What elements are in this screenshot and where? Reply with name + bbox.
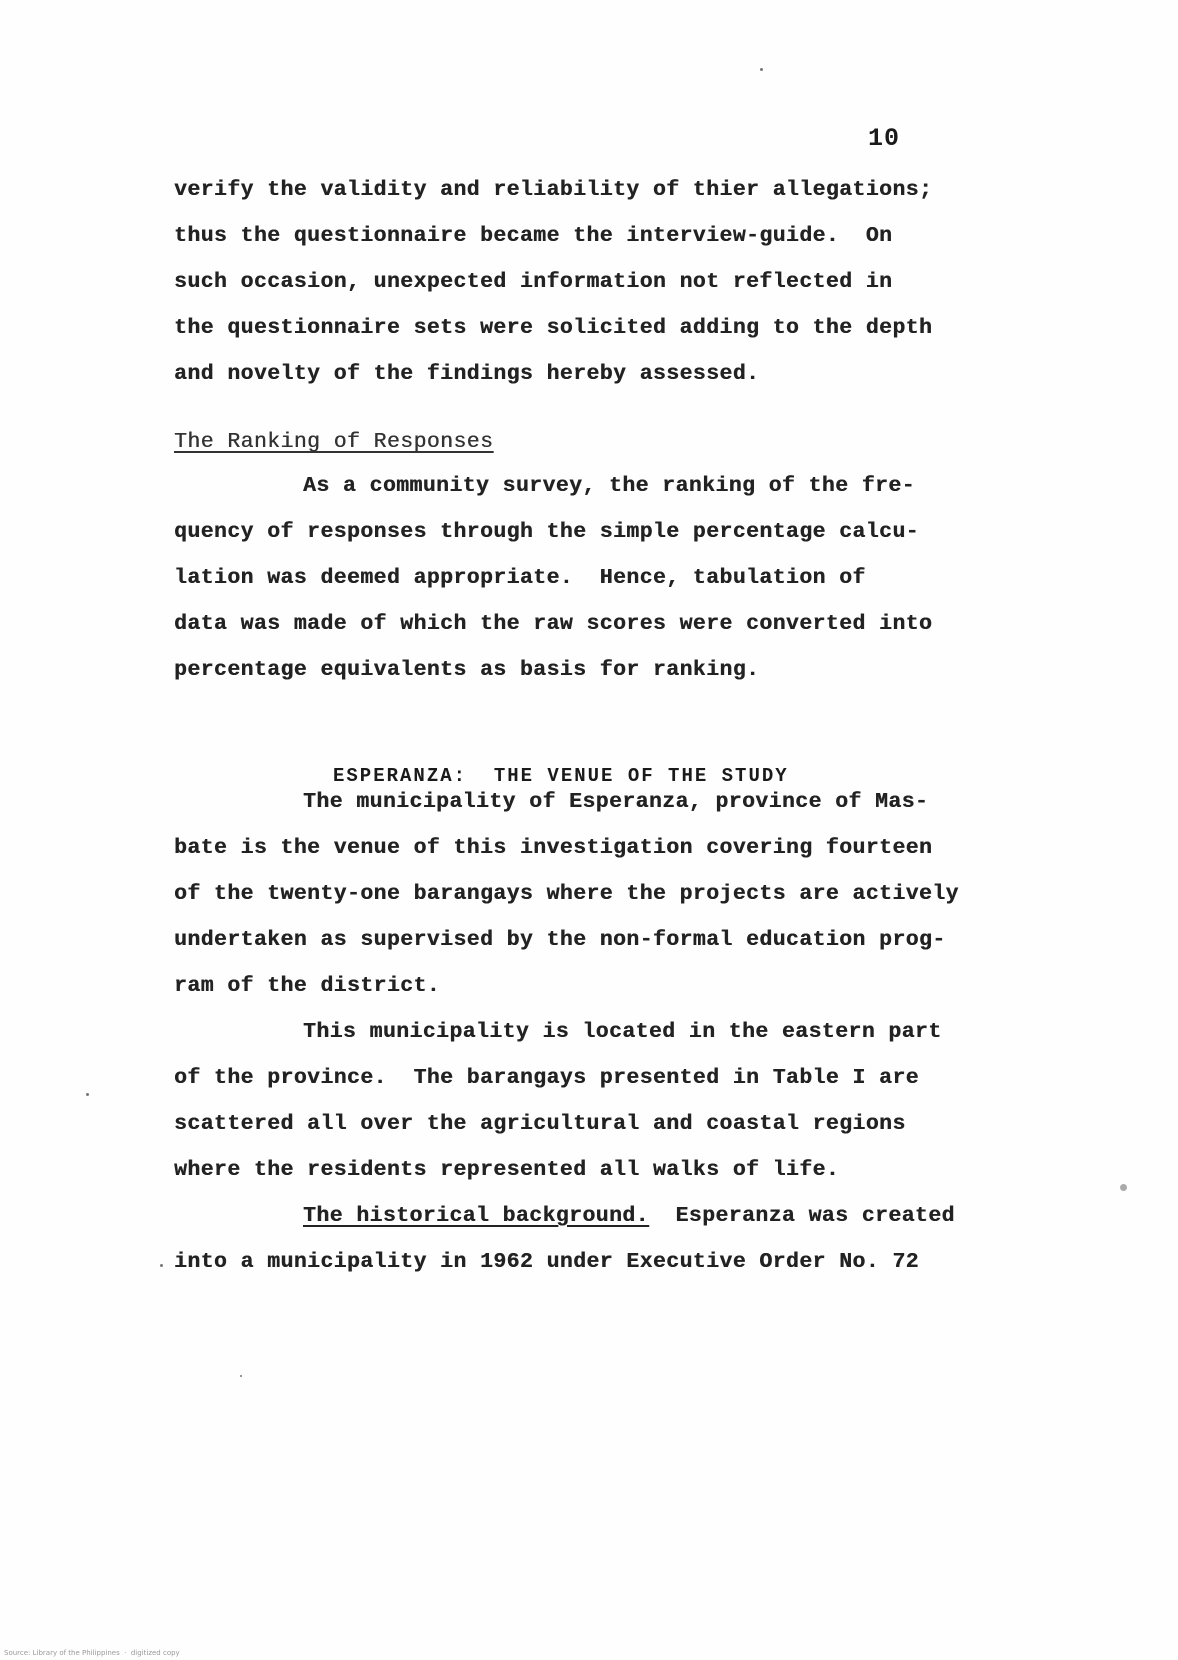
scan-footer: Source: Library of the Philippines · digitized copy (4, 1649, 180, 1657)
scan-speck (160, 1264, 163, 1267)
ranking-line-4: data was made of which the raw scores were converted into (174, 612, 933, 636)
intro-line-1: verify the validity and reliability of thier allegations; (174, 178, 933, 202)
intro-line-5: and novelty of the findings hereby assessed. (174, 362, 760, 386)
scan-speck (240, 1375, 242, 1377)
intro-line-2: thus the questionnaire became the interview-guide. On (174, 224, 893, 248)
venue-line-5: ram of the district. (174, 974, 441, 998)
location-line-1: This municipality is located in the eastern part (303, 1020, 942, 1044)
venue-line-2: bate is the venue of this investigation covering fourteen (174, 836, 933, 860)
history-heading: The historical background. (303, 1204, 649, 1228)
scan-speck (760, 68, 763, 71)
history-line-1 (303, 1204, 955, 1228)
venue-line-4: undertaken as supervised by the non-formal education prog- (174, 928, 946, 952)
ranking-line-1: As a community survey, the ranking of the fre- (303, 474, 915, 498)
intro-line-4: the questionnaire sets were solicited adding to the depth (174, 316, 933, 340)
location-line-2: of the province. The barangays presented in Table I are (174, 1066, 919, 1090)
ranking-line-2: quency of responses through the simple percentage calcu- (174, 520, 919, 544)
scan-speck (1120, 1184, 1127, 1191)
section-title: ESPERANZA: THE VENUE OF THE STUDY (333, 765, 789, 787)
venue-line-3: of the twenty-one barangays where the projects are actively (174, 882, 959, 906)
venue-line-1: The municipality of Esperanza, province of Mas- (303, 790, 929, 814)
ranking-heading: The Ranking of Responses (174, 430, 494, 454)
location-line-4: where the residents represented all walks of life. (174, 1158, 840, 1182)
history-line-2: into a municipality in 1962 under Executive Order No. 72 (174, 1250, 919, 1274)
ranking-line-3: lation was deemed appropriate. Hence, tabulation of (174, 566, 866, 590)
scan-speck (86, 1093, 89, 1096)
intro-line-3: such occasion, unexpected information not reflected in (174, 270, 893, 294)
ranking-line-5: percentage equivalents as basis for ranking. (174, 658, 760, 682)
location-line-3: scattered all over the agricultural and coastal regions (174, 1112, 906, 1136)
history-line-1-rest: Esperanza was created (648, 1204, 955, 1228)
page-number: 10 (868, 124, 901, 153)
